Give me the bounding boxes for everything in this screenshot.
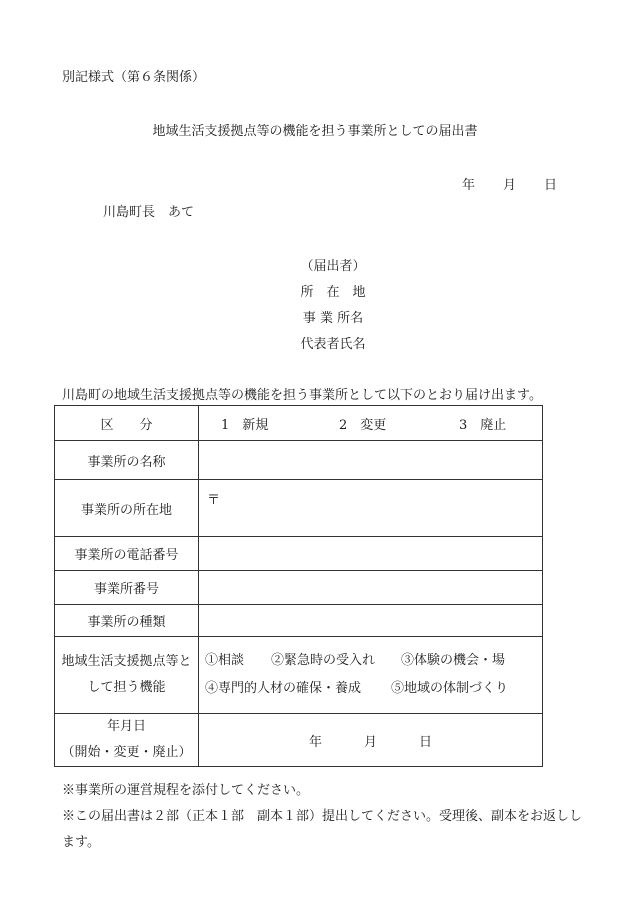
table-row [55,406,543,441]
office-type-label: 事業所の種類 [55,605,199,637]
applicant-representative-label: 代表者氏名 [300,337,366,352]
phone-field[interactable] [199,537,543,571]
header-date-year: 年 [462,178,476,193]
function-label [55,637,199,714]
category-option-change[interactable]: 2 変更 [339,417,387,433]
function-option-emergency[interactable]: ②緊急時の受入れ [271,653,376,668]
postal-mark: 〒 [207,493,221,508]
date-month: 月 [363,734,377,750]
table-row [55,537,543,571]
date-day: 日 [418,734,432,750]
function-option-consultation[interactable]: ①相談 [205,653,245,668]
category-option-new[interactable]: 1 新規 [221,417,269,433]
notification-table [54,405,543,767]
office-type-field[interactable] [199,605,543,637]
office-address-label: 事業所の所在地 [55,480,199,537]
office-address-field[interactable] [199,480,543,537]
function-label-line1: 地域生活支援拠点等と [61,654,192,669]
header-date [462,174,557,193]
document-title: 地域生活支援拠点等の機能を担う事業所としての届出書 [152,124,478,139]
intro-text: 川島町の地域生活支援拠点等の機能を担う事業所として以下のとおり届け出ます。 [62,388,542,403]
office-name-label: 事業所の名称 [55,441,199,480]
notes [62,778,582,856]
category-label: 区 分 [55,406,199,441]
applicant-heading: （届出者） [300,259,366,274]
header-date-day: 日 [544,178,558,193]
category-options[interactable] [199,406,543,441]
function-option-specialists[interactable]: ④専門的人材の確保・養成 [205,681,362,696]
function-option-experience[interactable]: ③体験の機会・場 [401,653,506,668]
function-option-community[interactable]: ⑤地域の体制づくり [391,681,509,696]
office-number-label: 事業所番号 [55,571,199,605]
date-year: 年 [308,734,322,750]
office-name-field[interactable] [199,441,543,480]
addressee: 川島町長 あて [103,205,195,220]
category-option-abolish[interactable]: 3 廃止 [459,417,507,433]
note-item: ※この届出書は２部（正本１部 副本１部）提出してください。受理後、副本をお返しします。 [62,809,583,850]
applicant-block [0,254,630,358]
table-row [55,441,543,480]
header-date-month: 月 [503,178,517,193]
date-label [55,714,199,767]
date-field[interactable] [199,714,543,767]
table-row [55,714,543,767]
table-row [55,637,543,714]
office-number-field[interactable] [199,571,543,605]
table-row [55,605,543,637]
date-label-line1: 年月日 [106,719,146,734]
form-label: 別記様式（第６条関係） [62,70,206,85]
note-item: ※事業所の運営規程を添付してください。 [62,783,310,798]
phone-label: 事業所の電話番号 [55,537,199,571]
table-row [55,480,543,537]
applicant-office-name-label: 事 業 所名 [302,311,364,326]
applicant-address-label: 所 在 地 [300,285,366,300]
date-label-line2: （開始・変更・廃止） [61,745,192,760]
function-options[interactable] [199,637,543,714]
table-row [55,571,543,605]
function-label-line2: して担う機能 [87,680,166,695]
